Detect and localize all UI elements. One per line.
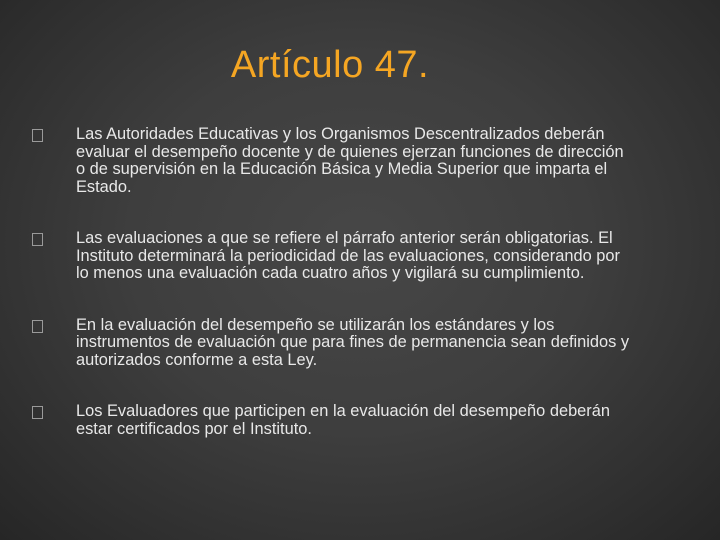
bullet-box-icon xyxy=(32,320,43,333)
bullet-box-icon xyxy=(32,233,43,246)
bullet-text: Los Evaluadores que participen en la evaluación del desempeño deberán estar certificados por el Instituto. xyxy=(76,402,610,438)
bullet-text: En la evaluación del desempeño se utilizarán los estándares y los instrumentos de evaluación que para fines de permanencia sean definidos y autorizados conforme a esta Ley. xyxy=(76,315,630,369)
bullet-text: Las Autoridades Educativas y los Organismos Descentralizados deberán evaluar el desempeño docente y de quienes ejerzan funciones de dirección o de supervisión en la Educación Básica y Media Superior que imparta el Estado. xyxy=(76,125,624,196)
bullet-item xyxy=(30,126,630,196)
bullet-box-icon xyxy=(32,129,43,142)
bullet-text: Las evaluaciones a que se refiere el párrafo anterior serán obligatorias. El Instituto determinará la periodicidad de las evaluaciones, considerando por lo menos una evaluación cada cuatro años y vigilará su cumplimiento. xyxy=(76,229,620,282)
bullet-item xyxy=(30,317,630,370)
bullet-box-icon xyxy=(32,406,43,419)
bullet-list xyxy=(30,126,630,438)
bullet-item xyxy=(30,403,630,438)
slide-title: Artículo 47. xyxy=(230,44,430,86)
bullet-item xyxy=(30,230,630,283)
